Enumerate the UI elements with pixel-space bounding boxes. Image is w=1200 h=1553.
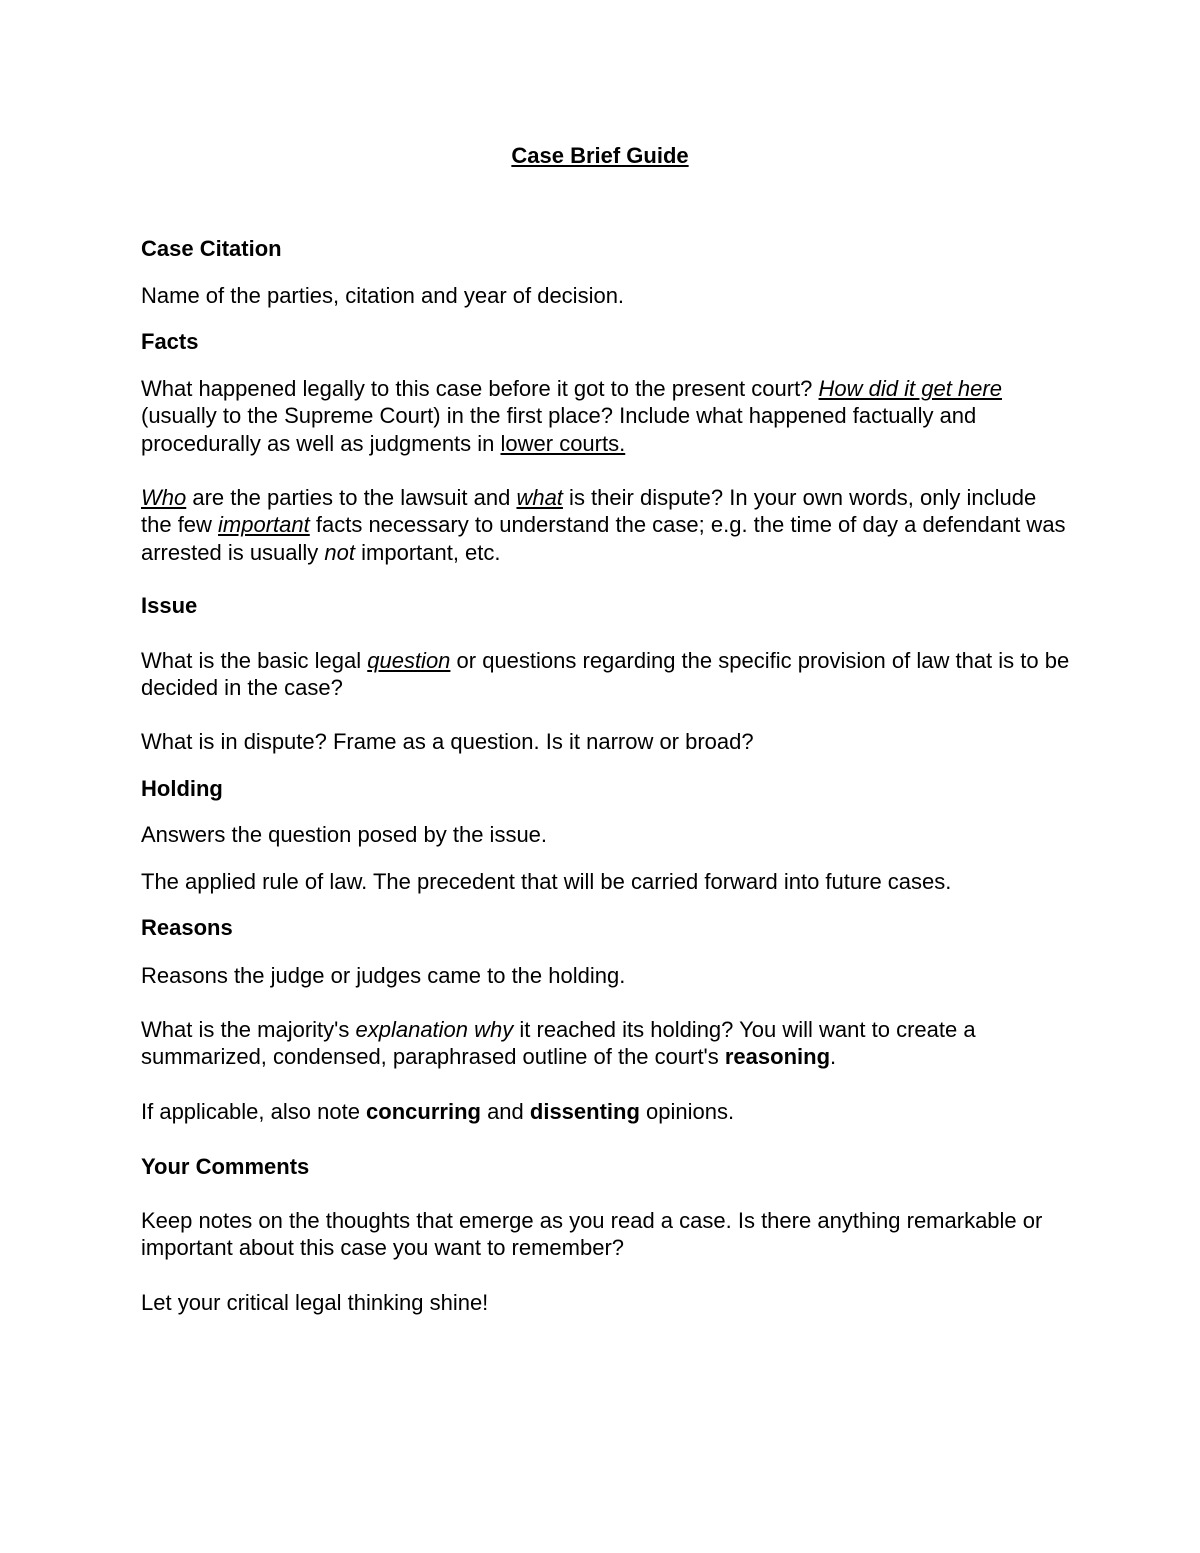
- reasons-p2-explanation-why: explanation why: [355, 1017, 514, 1042]
- heading-holding: Holding: [141, 776, 223, 801]
- facts-paragraph-2: [141, 484, 1071, 566]
- comments-paragraph-2: Let your critical legal thinking shine!: [141, 1290, 489, 1315]
- facts-p2-who: Who: [141, 485, 187, 510]
- heading-your-comments: Your Comments: [141, 1154, 310, 1179]
- facts-p2-text-b: are the parties to the lawsuit and: [186, 485, 517, 510]
- facts-p1-how-did-it-get-here: How did it get here: [818, 376, 1002, 401]
- heading-issue: Issue: [141, 593, 198, 618]
- reasons-paragraph-3: [141, 1098, 1071, 1125]
- reasons-paragraph-1: Reasons the judge or judges came to the holding.: [141, 963, 626, 988]
- reasons-p3-text-e: opinions.: [639, 1099, 735, 1124]
- issue-paragraph-2: What is in dispute? Frame as a question. Is it narrow or broad?: [141, 729, 754, 754]
- holding-paragraph-2: The applied rule of law. The precedent that will be carried forward into future cases.: [141, 869, 952, 894]
- reasons-p3-concurring: concurring: [366, 1099, 481, 1124]
- reasons-p2-reasoning: reasoning: [724, 1044, 831, 1070]
- reasons-p3-text-c: and: [480, 1099, 530, 1124]
- issue-p1-question: question: [367, 648, 451, 673]
- reasons-p3-dissenting: dissenting: [529, 1099, 640, 1124]
- reasons-p2-text-a: What is the majority's: [141, 1017, 356, 1042]
- document-title: Case Brief Guide: [511, 143, 689, 168]
- facts-p1-text-a: What happened legally to this case before it got to the present court?: [141, 376, 819, 401]
- reasons-paragraph-2: [141, 1016, 1071, 1071]
- issue-p1-text-c: or questions regarding the specific provision of law that is to be decided in the case?: [141, 648, 1070, 701]
- facts-paragraph-1: [141, 375, 1071, 457]
- comments-paragraph-1: Keep notes on the thoughts that emerge as you read a case. Is there anything remarkable or important about this case you want to remember?: [141, 1208, 1043, 1261]
- facts-p2-not: not: [324, 539, 356, 565]
- facts-p2-text-f: facts necessary to understand the case; e.g. the time of day a defendant was arrested is usually: [141, 512, 1066, 565]
- facts-p2-text-d: is their dispute? In your own words, only include the few: [141, 485, 1037, 538]
- heading-facts: Facts: [141, 329, 199, 354]
- citation-paragraph: Name of the parties, citation and year of decision.: [141, 283, 625, 308]
- reasons-p2-text-e: .: [830, 1044, 837, 1070]
- facts-p2-what: what: [516, 485, 563, 510]
- reasons-p2-text-c: it reached its holding? You will want to create a summarized, condensed, paraphrased outline of the court's: [141, 1017, 976, 1070]
- issue-p1-text-a: What is the basic legal: [141, 648, 368, 673]
- holding-paragraph-1: Answers the question posed by the issue.: [141, 822, 548, 847]
- facts-p2-text-h: important, etc.: [355, 539, 501, 565]
- facts-p2-important: important: [218, 512, 310, 538]
- heading-reasons: Reasons: [141, 915, 233, 940]
- heading-case-citation: Case Citation: [141, 236, 282, 261]
- issue-paragraph-1: [141, 647, 1071, 702]
- facts-p1-lower-courts: lower courts.: [500, 430, 626, 456]
- reasons-p3-text-a: If applicable, also note: [141, 1099, 367, 1124]
- facts-p1-text-c: (usually to the Supreme Court) in the first place? Include what happened factually and procedurally as well as judgments in: [141, 403, 977, 456]
